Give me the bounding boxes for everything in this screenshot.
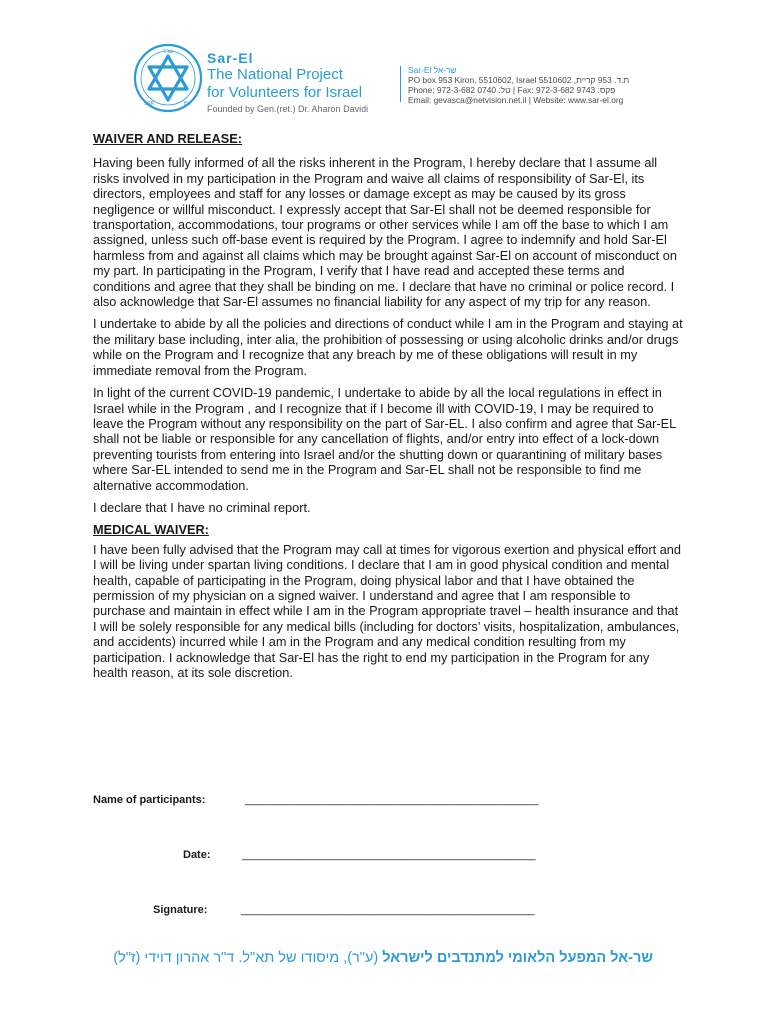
date-row	[93, 849, 653, 869]
contact-email: Email: gevasca@netvision.net.il | Website: www.sar-el.org	[408, 95, 624, 105]
star-of-david-logo-icon	[133, 43, 203, 113]
waiver-paragraph-2: I undertake to abide by all the policies and directions of conduct while I am in the Program and staying at the military base including, inter alia, the prohibition of possessing or using alcoholic drinks and/or drugs while on the Program and I recognize that any breach by me of these obligations will result in my immediate removal from the Program.	[93, 316, 683, 378]
signature-row	[93, 904, 653, 924]
name-field[interactable]: ________________________________________________	[245, 794, 539, 806]
waiver-paragraph-1: Having been fully informed of all the risks inherent in the Program, I hereby declare that I assume all risks involved in my participation in the Program and waive all claims of responsibility of Sar-El, its directors, employees and staff for any losses or damage except as may be caused by its gross negligence or willful misconduct. I expressly accept that Sar-El shall not be deemed responsible for transportation, accommodations, tour programs or other services while I am off the base to which I am assigned, unless such off-base event is required by the Program. I agree to indemnify and hold Sar-El harmless from and against all claims which may be brought against Sar-El on account of misconduct on my part. In participating in the Program, I verify that I have read and accepted these terms and conditions and agree that they shall be binding on me. I declare that have no criminal or police record. I also acknowledge that Sar-El assumes no financial liability for any aspect of my trip for any reason.	[93, 155, 677, 310]
logo-text-right: EL	[184, 101, 190, 107]
brand-block	[207, 50, 368, 115]
signature-field[interactable]: ________________________________________________	[241, 904, 535, 916]
founded-text: Founded by Gen.(ret.) Dr. Aharon Davidi	[207, 104, 369, 114]
header-divider	[400, 66, 401, 102]
logo-text-top: שרל	[162, 48, 174, 55]
medical-paragraph-1: I have been fully advised that the Program may call at times for vigorous exertion and physical effort and I will be living under spartan living conditions. I declare that I am in good physical condition and mental health, capable of participating in the Program, doing physical labor and that I have obtained the permission of my physician on a signed waiver. I understand and agree that I am responsible to purchase and maintain in effect while I am in the Program appropriate travel – health insurance and that I will be solely responsible for any medical bills (including for doctors’ visits, hospitalization, ambulances, and accidents) incurred while I am in the Program and any medical condition resulting from my participation. I acknowledge that Sar-El has the right to end my participation in the Program for any health reason, at its sole discretion.	[93, 541, 681, 680]
contact-address: PO box 953 Kiron, 5510602, Israel 5510602 ,ת.ד. 953 קריית	[408, 75, 630, 85]
logo-text-left: SAR	[143, 101, 155, 107]
brand-line-2: for Volunteers for Israel	[207, 84, 363, 101]
date-field[interactable]: ________________________________________________	[242, 849, 536, 861]
brand-name: Sar-El	[207, 50, 254, 66]
signature-label: Signature:	[153, 904, 208, 916]
contact-phone: Phone: 972-3-682 0740 :טל | Fax: 972-3-682 9743 :פקס	[408, 85, 616, 95]
contact-block	[408, 65, 629, 105]
footer-hebrew-bold: שר-אל המפעל הלאומי למתנדבים לישראל	[382, 950, 653, 966]
name-label: Name of participants:	[93, 794, 206, 806]
hebrew-footer	[113, 950, 653, 966]
footer-hebrew-rest: (ע"ר), מיסודו של תא"ל. ד"ר אהרון דוידי (ז"ל)	[113, 950, 383, 966]
brand-line-1: The National Project	[207, 66, 343, 83]
name-row	[93, 794, 653, 814]
contact-name: Sar-El שר-אל	[408, 65, 457, 75]
date-label: Date:	[183, 849, 211, 861]
document-body	[93, 131, 683, 687]
waiver-paragraph-4: I declare that I have no criminal report.	[93, 499, 311, 515]
medical-title: MEDICAL WAIVER:	[93, 522, 209, 538]
letterhead	[0, 0, 770, 120]
waiver-paragraph-3: In light of the current COVID-19 pandemic, I undertake to abide by all the local regulations in effect in Israel while in the Program , and I recognize that if I become ill with COVID-19, I may be required to leave the Program without any responsibility on the part of Sar-EL. I also confirm and agree that Sar-EL shall not be liable or responsible for any cancellation of flights, and/or entry into effect of a lock-down preventing tourists from entering into Israel and/or the shutting down or quarantining of military bases where Sar-EL intended to send me in the Program and Sar-EL shall not be responsible to find me alternative accommodation.	[93, 385, 676, 493]
waiver-title: WAIVER AND RELEASE:	[93, 131, 242, 146]
